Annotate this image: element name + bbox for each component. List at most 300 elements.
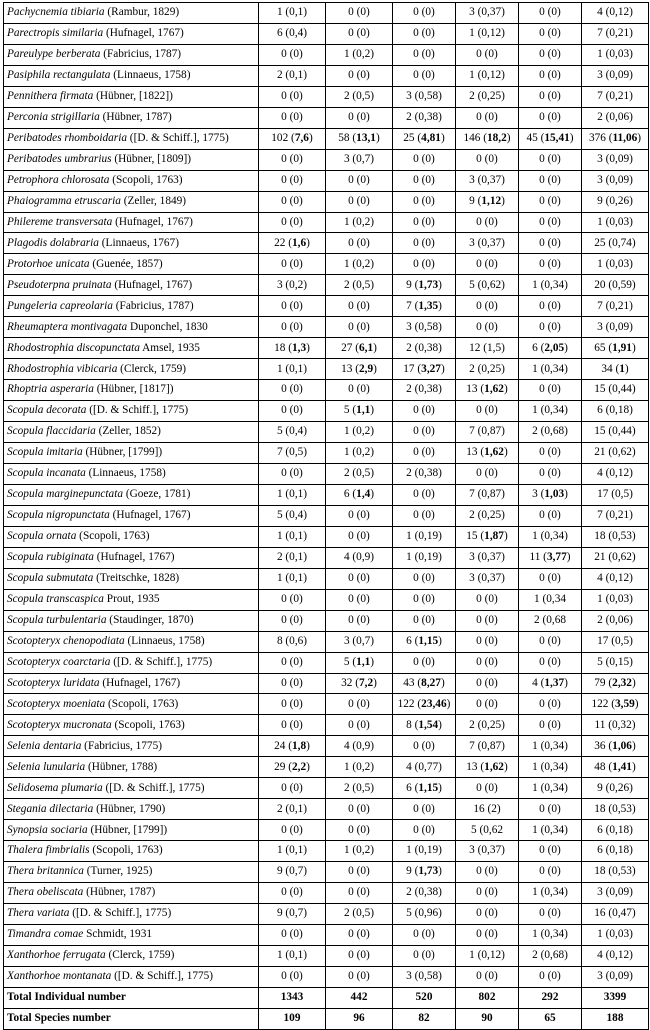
species-cell bbox=[4, 191, 259, 212]
value-text: 5 (0,62 bbox=[470, 823, 503, 836]
value-text: 6 (0,4) bbox=[276, 27, 308, 40]
value-cell bbox=[326, 463, 393, 484]
highlight-value: 4,81 bbox=[421, 132, 441, 145]
value-cell bbox=[519, 694, 582, 715]
table-row bbox=[4, 610, 649, 631]
value-close: ) bbox=[308, 132, 313, 145]
value-cell bbox=[519, 296, 582, 317]
value-close: ) bbox=[503, 446, 508, 459]
value-cell bbox=[582, 966, 649, 987]
value-cell bbox=[582, 547, 649, 568]
value-cell bbox=[519, 422, 582, 443]
value-cell bbox=[393, 107, 456, 128]
value-text: 6 ( bbox=[532, 341, 545, 354]
species-author: (Scopoli, 1763) bbox=[111, 718, 185, 731]
value-text: 0 (0) bbox=[476, 320, 498, 333]
value-cell bbox=[582, 422, 649, 443]
species-cell bbox=[4, 883, 259, 904]
value-cell bbox=[456, 945, 519, 966]
value-cell bbox=[582, 736, 649, 757]
value-cell bbox=[259, 778, 326, 799]
table-row bbox=[4, 778, 649, 799]
value-cell bbox=[456, 128, 519, 149]
value-cell bbox=[519, 359, 582, 380]
species-name: Rhoptria asperaria bbox=[7, 383, 94, 396]
value-close: ) bbox=[306, 739, 310, 752]
value-close: ) bbox=[440, 676, 445, 689]
value-cell bbox=[393, 23, 456, 44]
value-cell bbox=[582, 443, 649, 464]
value-cell bbox=[582, 505, 649, 526]
highlight-value: 1,1 bbox=[356, 655, 371, 668]
species-author: ([D. & Schiff.], 1775) bbox=[111, 970, 214, 983]
value-close: ) bbox=[438, 718, 442, 731]
value-text: 0 (0) bbox=[539, 111, 561, 124]
value-text: 0 (0) bbox=[413, 446, 435, 459]
value-text: 1 (0,1) bbox=[276, 844, 308, 857]
value-cell bbox=[456, 778, 519, 799]
value-text: 0 (0) bbox=[539, 907, 561, 920]
value-text: 34 ( bbox=[601, 362, 620, 375]
value-text: 7 (0,5) bbox=[276, 446, 308, 459]
species-name: Scopula transcaspica bbox=[7, 593, 104, 606]
value-text: 0 (0) bbox=[281, 257, 303, 270]
value-cell bbox=[582, 903, 649, 924]
value-cell bbox=[393, 778, 456, 799]
value-close: ) bbox=[503, 383, 508, 396]
value-text: 2 (0,25) bbox=[469, 509, 505, 522]
value-text: 0 (0) bbox=[539, 509, 561, 522]
species-cell bbox=[4, 631, 259, 652]
species-name: Pennithera firmata bbox=[7, 90, 94, 103]
value-text: 48 ( bbox=[594, 760, 613, 773]
value-text: 1 (0,34) bbox=[532, 404, 568, 417]
value-text: 0 (0) bbox=[413, 613, 435, 626]
table-row bbox=[4, 757, 649, 778]
value-cell bbox=[393, 212, 456, 233]
value-close: ) bbox=[624, 362, 629, 375]
value-cell bbox=[259, 966, 326, 987]
value-cell bbox=[519, 463, 582, 484]
value-cell bbox=[259, 149, 326, 170]
value-cell bbox=[582, 317, 649, 338]
value-text: 0 (0) bbox=[476, 153, 498, 165]
value-text: 3 (0,7) bbox=[343, 634, 375, 647]
value-close: ) bbox=[306, 236, 310, 249]
value-close: ) bbox=[306, 341, 310, 354]
species-author: (Hufnagel, 1767) bbox=[109, 509, 191, 522]
value-cell bbox=[326, 862, 393, 883]
value-text: 0 (0) bbox=[281, 467, 303, 480]
species-author: (Linnaeus, 1758) bbox=[124, 634, 205, 647]
value-text: 13 ( bbox=[466, 760, 485, 773]
value-text: 0 (0) bbox=[348, 865, 370, 878]
value-text: 3 (0,2) bbox=[276, 278, 308, 291]
value-cell bbox=[259, 945, 326, 966]
value-cell bbox=[519, 254, 582, 275]
value-cell bbox=[456, 736, 519, 757]
species-name: Scopula ornata bbox=[7, 530, 77, 543]
value-text: 0 (0) bbox=[413, 48, 435, 61]
table-row bbox=[4, 652, 649, 673]
species-author: ([D. & Schiff.], 1775) bbox=[110, 655, 213, 668]
highlight-value: 3,59 bbox=[615, 697, 635, 710]
species-name: Timandra comae bbox=[7, 928, 84, 941]
value-text: 0 (0) bbox=[348, 299, 370, 312]
species-cell bbox=[4, 757, 259, 778]
total-value: 442 bbox=[326, 987, 393, 1008]
species-cell bbox=[4, 652, 259, 673]
value-cell bbox=[326, 338, 393, 359]
value-cell bbox=[519, 23, 582, 44]
value-cell bbox=[259, 924, 326, 945]
highlight-value: 8,27 bbox=[421, 676, 441, 689]
value-text: 1 (0,2) bbox=[343, 215, 375, 228]
value-text: 3 (0,09) bbox=[597, 173, 633, 186]
value-cell bbox=[519, 841, 582, 862]
value-close: ) bbox=[373, 341, 377, 354]
value-cell bbox=[393, 254, 456, 275]
species-cell bbox=[4, 610, 259, 631]
species-name: Perconia strigillaria bbox=[7, 111, 100, 124]
value-text: 1 (0,12) bbox=[469, 949, 505, 962]
value-text: 0 (0) bbox=[476, 111, 498, 124]
value-text: 0 (0) bbox=[348, 530, 370, 543]
species-cell bbox=[4, 694, 259, 715]
value-text: 3 (0,37) bbox=[469, 551, 505, 564]
value-cell bbox=[326, 505, 393, 526]
value-cell bbox=[582, 778, 649, 799]
highlight-value: 13,1 bbox=[356, 132, 376, 145]
total-value: 802 bbox=[456, 987, 519, 1008]
table-row bbox=[4, 338, 649, 359]
highlight-value: 1,1 bbox=[356, 404, 371, 417]
species-name: Rhodostrophia discopunctata bbox=[7, 341, 140, 354]
value-cell bbox=[393, 44, 456, 65]
value-text: 122 ( bbox=[397, 697, 422, 710]
species-name: Scopula imitaria bbox=[7, 446, 83, 459]
value-text: 16 (2) bbox=[473, 802, 501, 815]
value-text: 1 (0,34) bbox=[532, 781, 568, 794]
value-cell bbox=[326, 547, 393, 568]
value-cell bbox=[326, 966, 393, 987]
value-cell bbox=[582, 715, 649, 736]
species-name: Pseudoterpna pruinata bbox=[7, 278, 112, 291]
highlight-value: 1,15 bbox=[418, 781, 439, 794]
value-cell bbox=[519, 107, 582, 128]
highlight-value: 2,2 bbox=[292, 760, 307, 773]
highlight-value: 1,62 bbox=[484, 383, 504, 396]
table-row bbox=[4, 799, 649, 820]
value-text: 79 ( bbox=[594, 676, 613, 689]
species-cell bbox=[4, 484, 259, 505]
value-cell bbox=[259, 191, 326, 212]
value-cell bbox=[326, 841, 393, 862]
highlight-value: 1,4 bbox=[356, 488, 371, 501]
value-text: 0 (0) bbox=[413, 949, 435, 962]
table-row bbox=[4, 254, 649, 275]
value-text: 0 (0) bbox=[413, 257, 435, 270]
highlight-value: 1,41 bbox=[612, 760, 632, 773]
value-text: 0 (0) bbox=[476, 404, 498, 417]
value-cell bbox=[393, 652, 456, 673]
total-value: 65 bbox=[519, 1008, 582, 1029]
value-text: 5 (0,62) bbox=[469, 278, 505, 291]
table-row bbox=[4, 23, 649, 44]
value-text: 2 (0,38) bbox=[406, 341, 442, 354]
table-row bbox=[4, 547, 649, 568]
value-text: 0 (0) bbox=[539, 844, 561, 857]
value-text: 58 ( bbox=[338, 132, 357, 145]
value-cell bbox=[582, 254, 649, 275]
value-text: 1 (0,2) bbox=[343, 257, 375, 270]
value-cell bbox=[582, 275, 649, 296]
value-close: ) bbox=[446, 697, 451, 710]
value-cell bbox=[393, 505, 456, 526]
value-text: 2 (0,25) bbox=[469, 90, 505, 103]
species-cell bbox=[4, 463, 259, 484]
value-close: ) bbox=[438, 865, 442, 878]
species-cell bbox=[4, 799, 259, 820]
value-cell bbox=[259, 44, 326, 65]
value-text: 0 (0) bbox=[281, 90, 303, 103]
value-text: 0 (0) bbox=[539, 446, 561, 459]
value-cell bbox=[456, 924, 519, 945]
value-cell bbox=[519, 883, 582, 904]
value-cell bbox=[326, 652, 393, 673]
species-name: Peribatodes umbrarius bbox=[7, 153, 112, 165]
species-name: Phaiogramma etruscaria bbox=[7, 194, 121, 207]
value-text: 0 (0) bbox=[281, 404, 303, 417]
highlight-value: 6,1 bbox=[359, 341, 374, 354]
value-cell bbox=[582, 338, 649, 359]
value-text: 4 (0,12) bbox=[597, 467, 633, 480]
value-close: ) bbox=[438, 299, 442, 312]
value-cell bbox=[582, 568, 649, 589]
value-cell bbox=[393, 484, 456, 505]
total-value: 82 bbox=[393, 1008, 456, 1029]
value-text: 0 (0) bbox=[348, 509, 370, 522]
value-close: ) bbox=[566, 551, 571, 564]
value-text: 0 (0) bbox=[476, 865, 498, 878]
value-text: 4 (0,12) bbox=[597, 6, 633, 19]
value-cell bbox=[519, 170, 582, 191]
species-author: Prout, 1935 bbox=[103, 593, 160, 606]
table-row bbox=[4, 841, 649, 862]
value-text: 6 (0,18) bbox=[597, 823, 633, 836]
total-row bbox=[4, 987, 649, 1008]
value-text: 0 (0) bbox=[281, 781, 303, 794]
value-cell bbox=[326, 3, 393, 24]
value-cell bbox=[393, 233, 456, 254]
value-cell bbox=[519, 86, 582, 107]
value-cell bbox=[393, 715, 456, 736]
table-row bbox=[4, 903, 649, 924]
value-cell bbox=[456, 820, 519, 841]
species-name: Scopula rubiginata bbox=[7, 551, 94, 564]
value-text: 0 (0) bbox=[539, 718, 561, 731]
value-cell bbox=[582, 841, 649, 862]
value-cell bbox=[326, 170, 393, 191]
value-close: ) bbox=[373, 676, 377, 689]
species-cell bbox=[4, 212, 259, 233]
species-cell bbox=[4, 715, 259, 736]
value-cell bbox=[326, 526, 393, 547]
value-cell bbox=[326, 883, 393, 904]
value-text: 0 (0) bbox=[539, 173, 561, 186]
value-cell bbox=[456, 254, 519, 275]
value-text: 9 ( bbox=[406, 865, 419, 878]
value-cell bbox=[393, 401, 456, 422]
species-author: (Hübner, [1809]) bbox=[111, 153, 192, 165]
total-label: Total Individual number bbox=[4, 987, 259, 1008]
value-cell bbox=[326, 317, 393, 338]
value-text: 7 (0,21) bbox=[597, 509, 633, 522]
value-text: 3 (0,58) bbox=[406, 90, 442, 103]
value-text: 5 (0,96) bbox=[406, 907, 442, 920]
value-cell bbox=[393, 903, 456, 924]
species-cell bbox=[4, 736, 259, 757]
value-cell bbox=[456, 568, 519, 589]
value-cell bbox=[456, 422, 519, 443]
species-cell bbox=[4, 233, 259, 254]
value-close: ) bbox=[306, 760, 310, 773]
table-row bbox=[4, 673, 649, 694]
value-text: 1 (0,34 bbox=[533, 593, 566, 606]
species-author: (Linnaeus, 1758) bbox=[85, 467, 166, 480]
value-text: 6 ( bbox=[343, 488, 357, 501]
value-cell bbox=[326, 380, 393, 401]
value-text: 7 (0,87) bbox=[469, 425, 505, 438]
value-cell bbox=[519, 589, 582, 610]
value-cell bbox=[326, 484, 393, 505]
species-name: Xanthorhoe ferrugata bbox=[7, 949, 106, 962]
value-text: 1 (0,1) bbox=[276, 6, 308, 19]
value-text: 2 (0,38) bbox=[406, 467, 442, 480]
value-text: 2 (0,68) bbox=[532, 949, 568, 962]
value-cell bbox=[519, 380, 582, 401]
value-text: 0 (0) bbox=[539, 299, 561, 312]
value-text: 1 (0,1) bbox=[276, 488, 308, 501]
table-row bbox=[4, 86, 649, 107]
species-name: Scopula incanata bbox=[7, 467, 86, 480]
value-cell bbox=[259, 380, 326, 401]
value-cell bbox=[456, 883, 519, 904]
value-cell bbox=[519, 191, 582, 212]
species-author: (Hufnagel, 1767) bbox=[111, 278, 193, 291]
table-row bbox=[4, 233, 649, 254]
value-cell bbox=[259, 547, 326, 568]
species-author: (Hufnagel, 1767) bbox=[99, 676, 181, 689]
value-text: 0 (0) bbox=[348, 928, 370, 941]
value-cell bbox=[259, 568, 326, 589]
value-cell bbox=[393, 191, 456, 212]
value-text: 1 (0,2) bbox=[343, 446, 375, 459]
value-text: 0 (0) bbox=[413, 509, 435, 522]
value-cell bbox=[456, 463, 519, 484]
value-cell bbox=[326, 212, 393, 233]
value-cell bbox=[393, 694, 456, 715]
value-close: ) bbox=[564, 488, 568, 501]
value-text: 0 (0) bbox=[539, 802, 561, 815]
species-cell bbox=[4, 170, 259, 191]
value-cell bbox=[259, 610, 326, 631]
species-author: ([D. & Schiff.], 1775) bbox=[102, 781, 205, 794]
value-cell bbox=[393, 338, 456, 359]
value-text: 1 (0,03) bbox=[597, 215, 633, 228]
table-row bbox=[4, 589, 649, 610]
value-cell bbox=[456, 107, 519, 128]
value-cell bbox=[456, 484, 519, 505]
value-cell bbox=[326, 443, 393, 464]
value-cell bbox=[326, 673, 393, 694]
value-cell bbox=[519, 44, 582, 65]
value-text: 0 (0) bbox=[413, 593, 435, 606]
table-row bbox=[4, 128, 649, 149]
value-text: 25 (0,74) bbox=[594, 236, 636, 249]
value-cell bbox=[519, 945, 582, 966]
value-cell bbox=[582, 296, 649, 317]
value-text: 0 (0) bbox=[476, 886, 498, 899]
value-cell bbox=[259, 799, 326, 820]
value-text: 0 (0) bbox=[476, 655, 498, 668]
value-text: 12 (1,5) bbox=[469, 341, 505, 354]
value-text: 2 (0,25) bbox=[469, 362, 505, 375]
table-row bbox=[4, 401, 649, 422]
value-text: 13 ( bbox=[466, 383, 485, 396]
value-text: 36 ( bbox=[594, 739, 613, 752]
table-row bbox=[4, 736, 649, 757]
value-cell bbox=[456, 149, 519, 170]
value-cell bbox=[259, 3, 326, 24]
value-cell bbox=[393, 65, 456, 86]
value-cell bbox=[259, 254, 326, 275]
value-text: 122 ( bbox=[591, 697, 615, 710]
value-text: 15 ( bbox=[466, 530, 485, 543]
value-cell bbox=[393, 547, 456, 568]
species-name: Thera britannica bbox=[7, 865, 84, 878]
value-text: 1 (0,1) bbox=[276, 530, 308, 543]
value-cell bbox=[259, 841, 326, 862]
species-name: Stegania dilectaria bbox=[7, 802, 94, 815]
table-row bbox=[4, 631, 649, 652]
table-row bbox=[4, 422, 649, 443]
value-text: 1 (0,34) bbox=[532, 278, 568, 291]
species-author: (Scopoli, 1763) bbox=[109, 173, 183, 186]
value-cell bbox=[582, 233, 649, 254]
value-text: 65 ( bbox=[594, 341, 613, 354]
value-close: ) bbox=[503, 530, 508, 543]
species-author: (Hübner, 1787) bbox=[99, 111, 172, 124]
value-text: 0 (0) bbox=[476, 257, 498, 270]
value-cell bbox=[393, 799, 456, 820]
species-name: Synopsia sociaria bbox=[7, 823, 88, 836]
value-cell bbox=[582, 23, 649, 44]
total-value: 90 bbox=[456, 1008, 519, 1029]
species-name: Selidosema plumaria bbox=[7, 781, 103, 794]
total-value: 188 bbox=[582, 1008, 649, 1029]
value-text: 0 (0) bbox=[413, 823, 435, 836]
value-text: 21 (0,62) bbox=[594, 551, 636, 564]
value-cell bbox=[582, 820, 649, 841]
value-text: 6 ( bbox=[406, 634, 419, 647]
highlight-value: 1,62 bbox=[484, 760, 504, 773]
value-text: 0 (0) bbox=[476, 593, 498, 606]
species-cell bbox=[4, 547, 259, 568]
species-cell bbox=[4, 401, 259, 422]
value-text: 11 (0,32) bbox=[594, 718, 636, 731]
value-text: 7 (0,21) bbox=[597, 299, 633, 312]
